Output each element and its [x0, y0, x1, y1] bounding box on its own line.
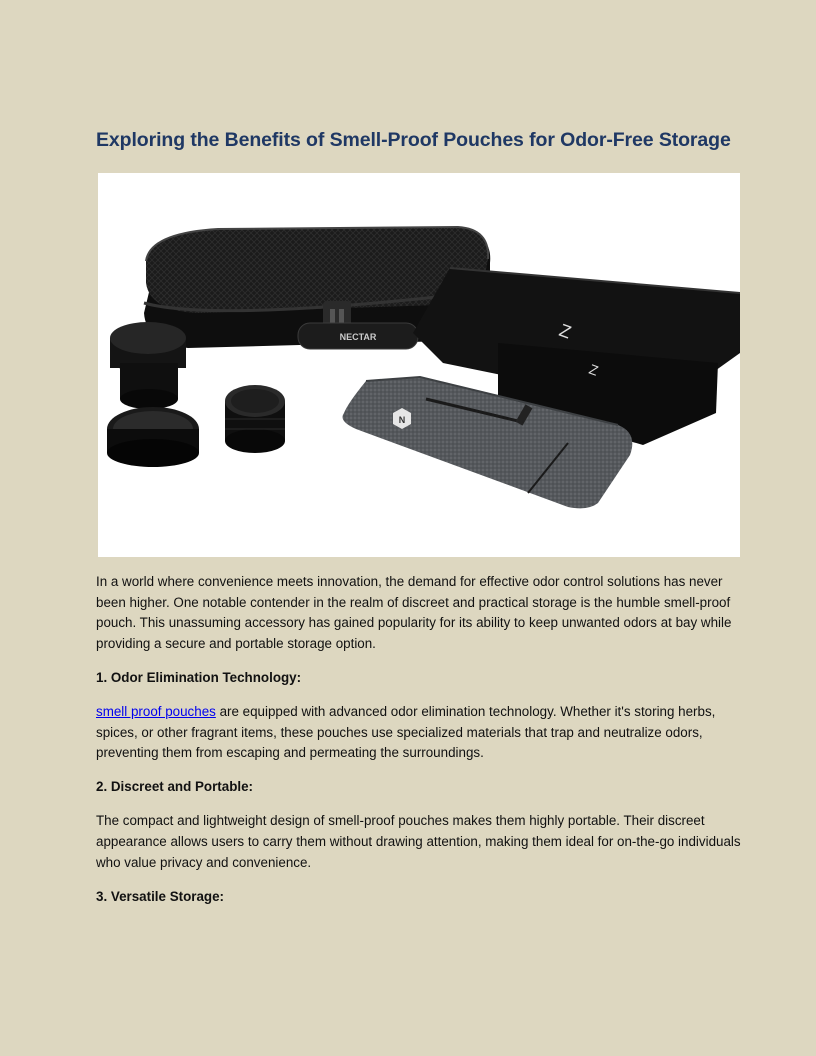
section-heading-discreet: 2. Discreet and Portable:	[96, 779, 254, 795]
section-heading-versatile: 3. Versatile Storage:	[96, 888, 225, 904]
section-paragraph-discreet: The compact and lightweight design of smell-proof pouches makes them highly portable. Their discreet appearance allows users to carry them without drawing attention, making them ideal for on-the-go individuals who value privacy and convenience.	[96, 813, 741, 870]
svg-text:Z: Z	[586, 360, 601, 379]
smell-proof-pouches-link[interactable]: smell proof pouches	[96, 703, 216, 719]
section-heading-odor: 1. Odor Elimination Technology:	[96, 669, 302, 685]
intro-paragraph: In a world where convenience meets innovation, the demand for effective odor control solutions has never been higher. One notable contender in the realm of discreet and practical storage is the humble smell-proof pouch. This unassuming accessory has gained popularity for its ability to keep unwanted odors at bay while providing a secure and portable storage option.	[96, 574, 732, 651]
product-image	[98, 173, 740, 557]
article-body	[96, 572, 741, 921]
product-photo-icon	[98, 173, 740, 557]
brand-label: NECTAR	[339, 332, 377, 342]
section-paragraph-odor	[96, 702, 741, 764]
section-text-odor: are equipped with advanced odor elimination technology. Whether it's storing herbs, spices, or other fragrant items, these pouches use specialized materials that trap and neutralize odors, preventing them from escaping and permeating the surroundings.	[96, 703, 716, 761]
svg-text:N: N	[398, 415, 406, 425]
page-title: Exploring the Benefits of Smell-Proof Pouches for Odor-Free Storage	[96, 129, 731, 151]
svg-text:Z: Z	[556, 319, 574, 343]
